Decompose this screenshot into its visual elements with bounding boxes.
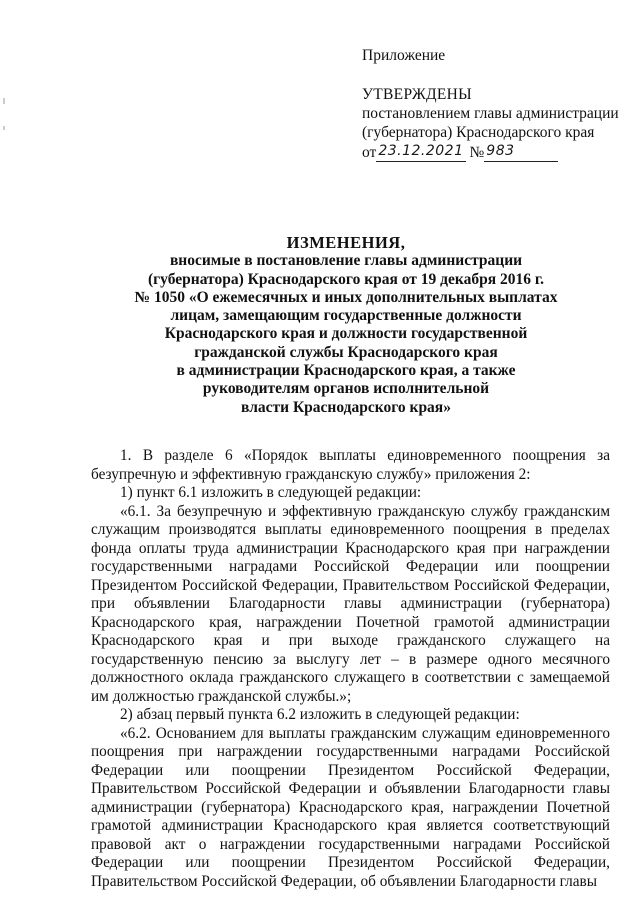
title-line: в администрации Краснодарского края, а также: [176, 362, 516, 380]
date-prefix: от: [362, 144, 377, 161]
approval-block: [362, 46, 632, 162]
body-paragraph: 1. В разделе 6 «Порядок выплаты единовременного поощрения за безупречную и эффективную гражданскую службу» приложения 2:: [91, 447, 610, 483]
approved-title: УТВЕРЖДЕНЫ: [362, 86, 472, 103]
appendix-label: Приложение: [362, 47, 446, 64]
body-paragraph: «6.1. За безупречную и эффективную гражданскую службу гражданским служащим производятся выплаты единовременного поощрения в пределах фонда оплаты труда администрации Краснодарского края при награждении государственными наградами Российской Федерации или поощрении Президентом Российской Федерации, Правительством Российской Федерации, при объявлении Благодарности главы администрации (губернатора) Краснодарского края, награждении Почетной грамотой администрации Краснодарского края и при выходе гражданского служащего на государственную пенсию за выслугу лет – в размере одного месячного должностного оклада гражданского служащего в соответствии с замещаемой им должностью гражданской службы.»;: [91, 502, 610, 705]
handwritten-date: 23.12.2021: [376, 142, 465, 162]
title-line: № 1050 «О ежемесячных и иных дополнительных выплатах: [134, 288, 558, 306]
title-line: (губернатора) Краснодарского края от 19 декабря 2016 г.: [147, 270, 544, 288]
body-paragraph: 2) абзац первый пункта 6.2 изложить в следующей редакции:: [120, 706, 520, 723]
title-line: власти Краснодарского края»: [241, 398, 451, 416]
handwritten-number: 983: [484, 142, 558, 162]
title-line: руководителям органов исполнительной: [202, 380, 490, 398]
approved-by-line: постановлением главы администрации: [362, 105, 619, 122]
title-line: Краснодарского края и должности государственной: [164, 325, 528, 343]
title-line: вносимые в постановление главы администрации: [169, 252, 523, 270]
body-paragraph: 1) пункт 6.1 изложить в следующей редакции:: [120, 484, 422, 501]
title-heading: ИЗМЕНЕНИЯ,: [286, 233, 406, 252]
date-number-line: [362, 142, 632, 162]
number-prefix: №: [469, 144, 485, 161]
title-line: гражданской службы Краснодарского края: [194, 343, 498, 361]
approved-by-line: (губернатора) Краснодарского края: [362, 124, 595, 141]
document-title: [96, 234, 596, 417]
scan-artifact: [3, 126, 5, 130]
body-paragraph: «6.2. Основанием для выплаты гражданским служащим единовременного поощрения при награждении государственными наградами Российской Федерации или поощрении Президентом Российской Федерации, Правительством Российской Федерации и объявлении Благодарности главы администрации (губернатора) Краснодарского края, награждении Почетной грамотой администрации Краснодарского края является соответствующий правовой акт о награждении государственными наградами Российской Федерации или поощрении Президентом Российской Федерации, Правительством Российской Федерации, об объявлении Благодарности главы: [91, 724, 610, 890]
body-text: [91, 447, 610, 891]
scan-artifact: [3, 98, 5, 104]
title-line: лицам, замещающим государственные должности: [170, 307, 522, 325]
